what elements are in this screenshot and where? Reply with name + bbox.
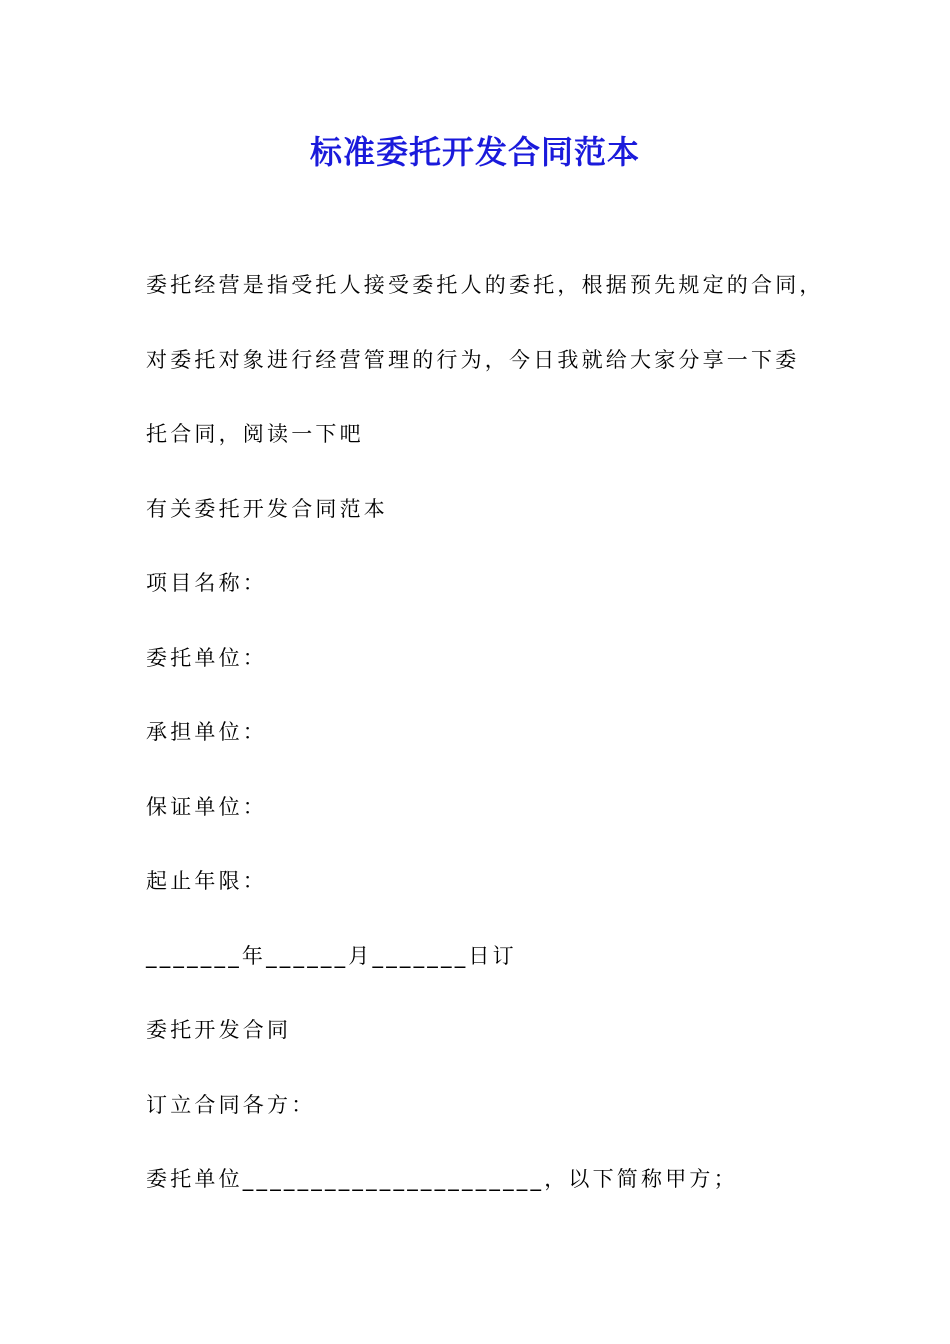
field-commissioning-unit: 委托单位： [146,645,267,670]
field-undertaking-unit: 承担单位： [146,720,267,744]
paragraph-line-1: 委托经营是指受托人接受委托人的委托，根据预先规定的合同， [146,273,824,297]
section-heading: 有关委托开发合同范本 [146,496,388,521]
parties-heading: 订立合同各方： [146,1092,316,1117]
field-guarantor-unit: 保证单位： [146,794,267,819]
document-body [146,263,826,1232]
field-project-name: 项目名称： [146,571,267,595]
field-term: 起止年限： [146,869,267,893]
date-line: _______年______月_______日订 [146,943,517,968]
paragraph-line-3: 托合同，阅读一下吧 [146,422,364,446]
contract-heading: 委托开发合同 [146,1018,292,1042]
party-a-line: 委托单位______________________，以下简称甲方； [146,1167,738,1191]
paragraph-line-2: 对委托对象进行经营管理的行为，今日我就给大家分享一下委 [146,347,800,372]
document-title: 标准委托开发合同范本 [309,133,640,171]
